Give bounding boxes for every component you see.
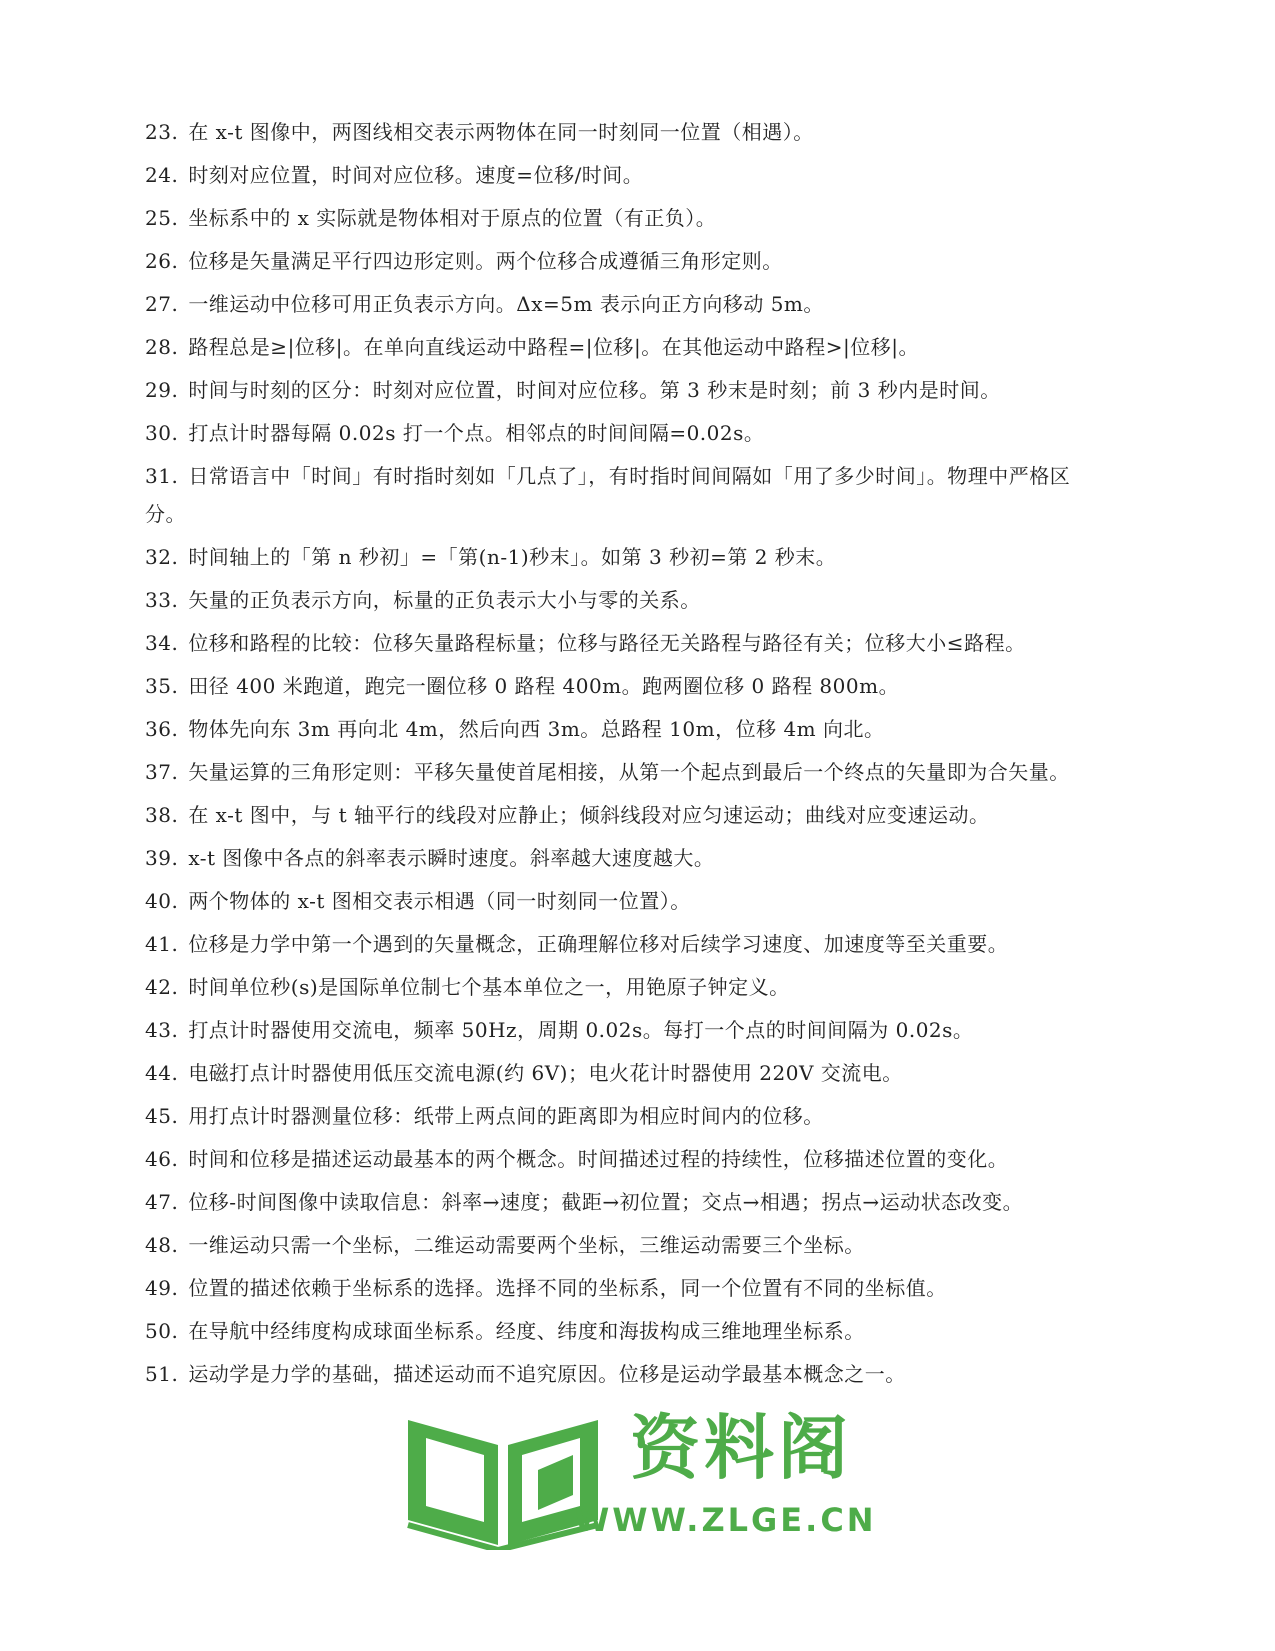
list-item: [145, 1226, 1105, 1264]
list-item: [145, 414, 1105, 452]
item-text: 在 x-t 图中，与 t 轴平行的线段对应静止；倾斜线段对应匀速运动；曲线对应变速运动。: [188, 803, 990, 827]
item-number: 35.: [145, 674, 179, 698]
item-number: 51.: [145, 1362, 179, 1386]
list-item: [145, 242, 1105, 280]
item-text: x-t 图像中各点的斜率表示瞬时速度。斜率越大速度越大。: [188, 846, 715, 870]
item-text: 时间和位移是描述运动最基本的两个概念。时间描述过程的持续性，位移描述位置的变化。: [188, 1147, 1009, 1171]
item-number: 28.: [145, 335, 179, 359]
item-text: 时间与时刻的区分：时刻对应位置，时间对应位移。第 3 秒末是时刻；前 3 秒内是时间。: [188, 378, 1001, 402]
item-number: 29.: [145, 378, 179, 402]
item-text: 日常语言中「时间」有时指时刻如「几点了」，有时指时间间隔如「用了多少时间」。物理中严格区分。: [145, 464, 1071, 526]
item-text: 位移是矢量满足平行四边形定则。两个位移合成遵循三角形定则。: [188, 249, 783, 273]
list-item: [145, 1140, 1105, 1178]
list-item: [145, 1011, 1105, 1049]
item-text: 用打点计时器测量位移：纸带上两点间的距离即为相应时间内的位移。: [188, 1104, 824, 1128]
item-text: 两个物体的 x-t 图相交表示相遇（同一时刻同一位置）。: [188, 889, 691, 913]
item-text: 在 x-t 图像中，两图线相交表示两物体在同一时刻同一位置（相遇）。: [188, 120, 814, 144]
item-number: 41.: [145, 932, 179, 956]
item-number: 23.: [145, 120, 179, 144]
item-text: 打点计时器使用交流电，频率 50Hz，周期 0.02s。每打一个点的时间间隔为 0.02s。: [188, 1018, 974, 1042]
item-number: 38.: [145, 803, 179, 827]
item-text: 位移是力学中第一个遇到的矢量概念，正确理解位移对后续学习速度、加速度等至关重要。: [188, 932, 1009, 956]
item-text: 矢量运算的三角形定则：平移矢量使首尾相接，从第一个起点到最后一个终点的矢量即为合矢量。: [188, 760, 1070, 784]
item-number: 46.: [145, 1147, 179, 1171]
list-item: [145, 1097, 1105, 1135]
item-text: 打点计时器每隔 0.02s 打一个点。相邻点的时间间隔=0.02s。: [188, 421, 765, 445]
list-item: [145, 156, 1105, 194]
watermark-title: 资料阁: [630, 1407, 852, 1489]
item-text: 时间轴上的「第 n 秒初」=「第(n-1)秒末」。如第 3 秒初=第 2 秒末。: [188, 545, 837, 569]
list-item: [145, 371, 1105, 409]
item-text: 位置的描述依赖于坐标系的选择。选择不同的坐标系，同一个位置有不同的坐标值。: [188, 1276, 947, 1300]
item-text: 位移和路程的比较：位移矢量路程标量；位移与路径无关路程与路径有关；位移大小≤路程。: [188, 631, 1026, 655]
item-number: 30.: [145, 421, 179, 445]
item-text: 物体先向东 3m 再向北 4m，然后向西 3m。总路程 10m，位移 4m 向北。: [188, 717, 885, 741]
item-number: 42.: [145, 975, 179, 999]
item-number: 45.: [145, 1104, 179, 1128]
list-item: [145, 113, 1105, 151]
item-number: 32.: [145, 545, 179, 569]
list-item: [145, 667, 1105, 705]
item-number: 25.: [145, 206, 179, 230]
item-text: 路程总是≥|位移|。在单向直线运动中路程=|位移|。在其他运动中路程>|位移|。: [188, 335, 920, 359]
list-item: [145, 882, 1105, 920]
document-content: [145, 113, 1105, 1398]
item-number: 48.: [145, 1233, 179, 1257]
list-item: [145, 199, 1105, 237]
list-item: [145, 581, 1105, 619]
list-item: [145, 1312, 1105, 1350]
item-text: 在导航中经纬度构成球面坐标系。经度、纬度和海拔构成三维地理坐标系。: [188, 1319, 865, 1343]
item-number: 36.: [145, 717, 179, 741]
list-item: [145, 538, 1105, 576]
list-item: [145, 285, 1105, 323]
item-text: 电磁打点计时器使用低压交流电源(约 6V)；电火花计时器使用 220V 交流电。: [188, 1061, 903, 1085]
item-number: 27.: [145, 292, 179, 316]
watermark-url: WWW.ZLGE.CN: [574, 1501, 877, 1539]
list-item: [145, 796, 1105, 834]
list-item: [145, 710, 1105, 748]
item-number: 43.: [145, 1018, 179, 1042]
item-number: 40.: [145, 889, 179, 913]
list-item: [145, 1183, 1105, 1221]
list-item: [145, 1054, 1105, 1092]
item-number: 50.: [145, 1319, 179, 1343]
item-number: 33.: [145, 588, 179, 612]
item-text: 运动学是力学的基础，描述运动而不追究原因。位移是运动学最基本概念之一。: [188, 1362, 906, 1386]
item-number: 39.: [145, 846, 179, 870]
item-number: 26.: [145, 249, 179, 273]
item-number: 24.: [145, 163, 179, 187]
list-item: [145, 457, 1105, 533]
item-number: 49.: [145, 1276, 179, 1300]
list-item: [145, 753, 1105, 791]
list-item: [145, 1355, 1105, 1393]
item-number: 34.: [145, 631, 179, 655]
item-text: 时刻对应位置，时间对应位移。速度=位移/时间。: [188, 163, 644, 187]
list-item: [145, 624, 1105, 662]
list-item: [145, 839, 1105, 877]
item-text: 位移-时间图像中读取信息：斜率→速度；截距→初位置；交点→相遇；拐点→运动状态改变。: [188, 1190, 1024, 1214]
item-text: 田径 400 米跑道，跑完一圈位移 0 路程 400m。跑两圈位移 0 路程 800m。: [188, 674, 900, 698]
list-item: [145, 1269, 1105, 1307]
item-number: 44.: [145, 1061, 179, 1085]
item-text: 时间单位秒(s)是国际单位制七个基本单位之一，用铯原子钟定义。: [188, 975, 790, 999]
item-number: 37.: [145, 760, 179, 784]
item-text: 一维运动中位移可用正负表示方向。Δx=5m 表示向正方向移动 5m。: [188, 292, 824, 316]
item-text: 坐标系中的 x 实际就是物体相对于原点的位置（有正负）。: [188, 206, 717, 230]
list-item: [145, 328, 1105, 366]
list-item: [145, 968, 1105, 1006]
item-text: 一维运动只需一个坐标，二维运动需要两个坐标，三维运动需要三个坐标。: [188, 1233, 865, 1257]
item-number: 31.: [145, 464, 179, 488]
item-text: 矢量的正负表示方向，标量的正负表示大小与零的关系。: [188, 588, 701, 612]
site-watermark: [398, 1390, 877, 1590]
item-number: 47.: [145, 1190, 179, 1214]
list-item: [145, 925, 1105, 963]
